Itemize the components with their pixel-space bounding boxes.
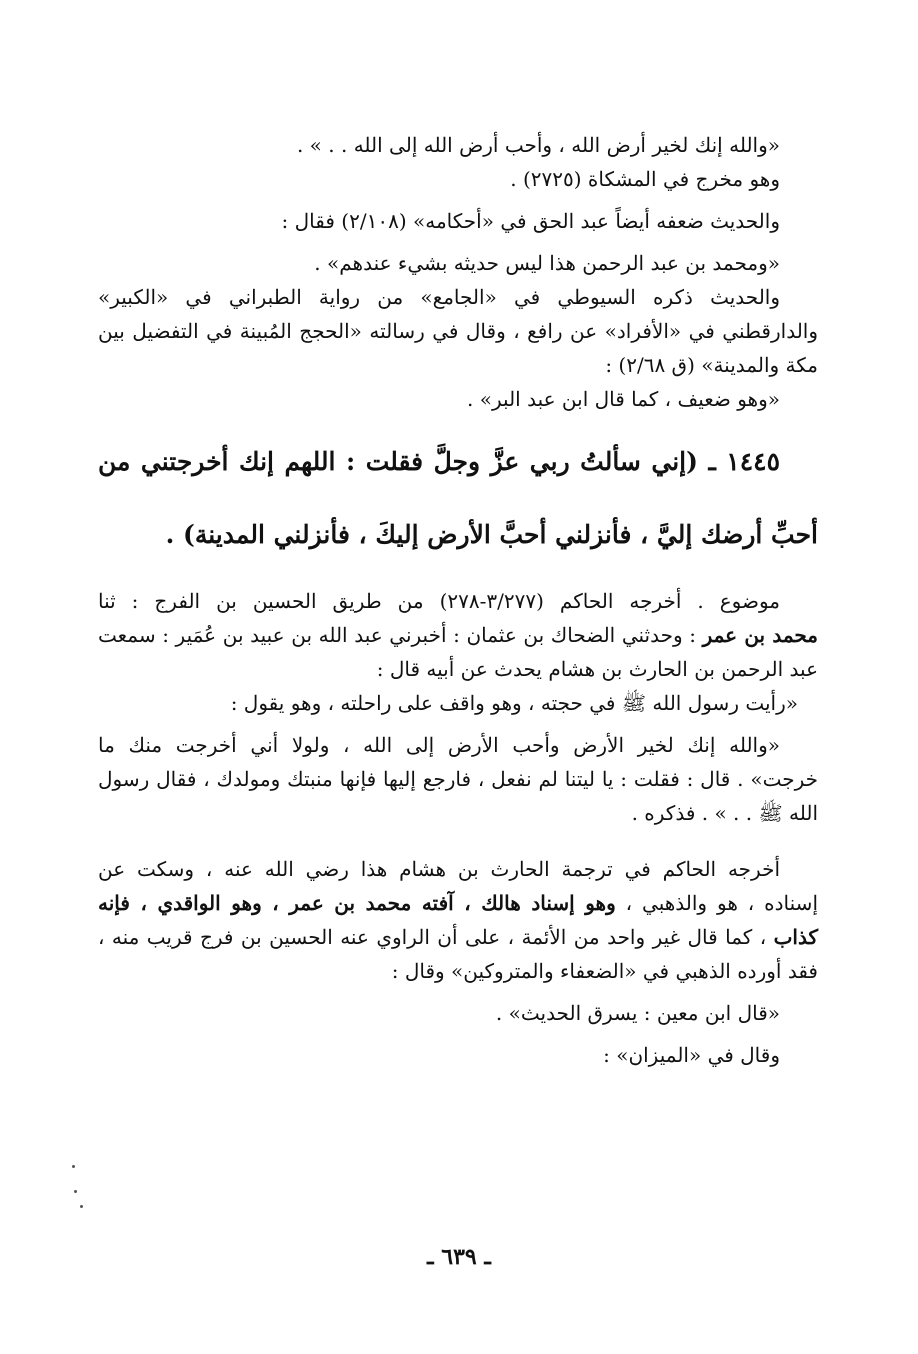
- text-line: والدارقطني في «الأفراد» عن رافع ، وقال في رسالته «الحجج المُبينة في التفضيل بين: [98, 319, 818, 343]
- text-line: مكة والمدينة» (ق ٢/٦٨) :: [605, 353, 818, 377]
- takhrij-line: [98, 618, 818, 652]
- bold-verdict: وهو إسناد هالك ، آفته محمد بن عمر ، وهو الواقدي ، فإنه: [98, 891, 616, 915]
- scan-speck: [74, 1190, 77, 1193]
- takhrij-line: عبد الرحمن بن الحارث بن هشام يحدث عن أبيه قال :: [376, 657, 818, 681]
- commentary-line: أخرجه الحاكم في ترجمة الحارث بن هشام هذا رضي الله عنه ، وسكت عن: [98, 857, 780, 881]
- quote-line: «ومحمد بن عبد الرحمن هذا ليس حديثه بشيء عندهم» .: [314, 251, 780, 275]
- commentary-line: [98, 920, 818, 954]
- text-line: والحديث ذكره السيوطي في «الجامع» من رواية الطبراني في «الكبير»: [98, 285, 781, 309]
- commentary-text: إسناده ، هو والذهبي ،: [615, 891, 818, 915]
- quote-line: «رأيت رسول الله ﷺ في حجته ، وهو واقف على راحلته ، وهو يقول :: [230, 691, 798, 715]
- quote-line: الله ﷺ . . » . فذكره .: [631, 801, 818, 825]
- text-line: والحديث ضعفه أيضاً عبد الحق في «أحكامه» (٢/١٠٨) فقال :: [281, 209, 780, 233]
- quote-line: «قال ابن معين : يسرق الحديث» .: [495, 1001, 780, 1025]
- page-body: [98, 128, 818, 1072]
- takhrij-text: : وحدثني الضحاك بن عثمان : أخبرني عبد الله بن عبيد بن عُمَير : سمعت: [98, 623, 703, 647]
- quote-line: «والله إنك لخير أرض الله ، وأحب أرض الله إلى الله . . » .: [296, 133, 780, 157]
- quote-line: «والله إنك لخير الأرض وأحب الأرض إلى الله ، ولولا أني أخرجت منك ما: [98, 733, 780, 757]
- hadith-heading-line: ١٤٤٥ ـ (إني سألتُ ربي عزَّ وجلَّ فقلت : اللهم إنك أخرجتني من: [98, 447, 780, 476]
- commentary-text: ، كما قال غير واحد من الأئمة ، على أن الراوي عنه الحسين بن فرج قريب منه ،: [98, 925, 774, 949]
- commentary-line: [98, 886, 818, 920]
- scan-speck: [80, 1205, 83, 1208]
- scan-speck: [72, 1165, 75, 1168]
- hadith-heading-line: أحبِّ أرضك إليَّ ، فأنزلني أحبَّ الأرض إليكَ ، فأنزلني المدينة) .: [165, 520, 818, 549]
- bold-verdict: كذاب: [773, 925, 818, 949]
- commentary-line: وقال في «الميزان» :: [603, 1043, 780, 1067]
- text-line: وهو مخرج في المشكاة (٢٧٢٥) .: [510, 167, 780, 191]
- quote-line: «وهو ضعيف ، كما قال ابن عبد البر» .: [467, 387, 780, 411]
- commentary-line: فقد أورده الذهبي في «الضعفاء والمتروكين» وقال :: [391, 959, 818, 983]
- page-number: ـ ٦٣٩ ـ: [427, 1244, 491, 1270]
- narrator-name: محمد بن عمر: [702, 623, 818, 647]
- takhrij-line: موضوع . أخرجه الحاكم (٣/٢٧٧-٢٧٨) من طريق الحسين بن الفرج : ثنا: [98, 589, 780, 613]
- quote-line: خرجت» . قال : فقلت : يا ليتنا لم نفعل ، فارجع إليها فإنها منبتك ومولدك ، فقال رسول: [98, 767, 818, 791]
